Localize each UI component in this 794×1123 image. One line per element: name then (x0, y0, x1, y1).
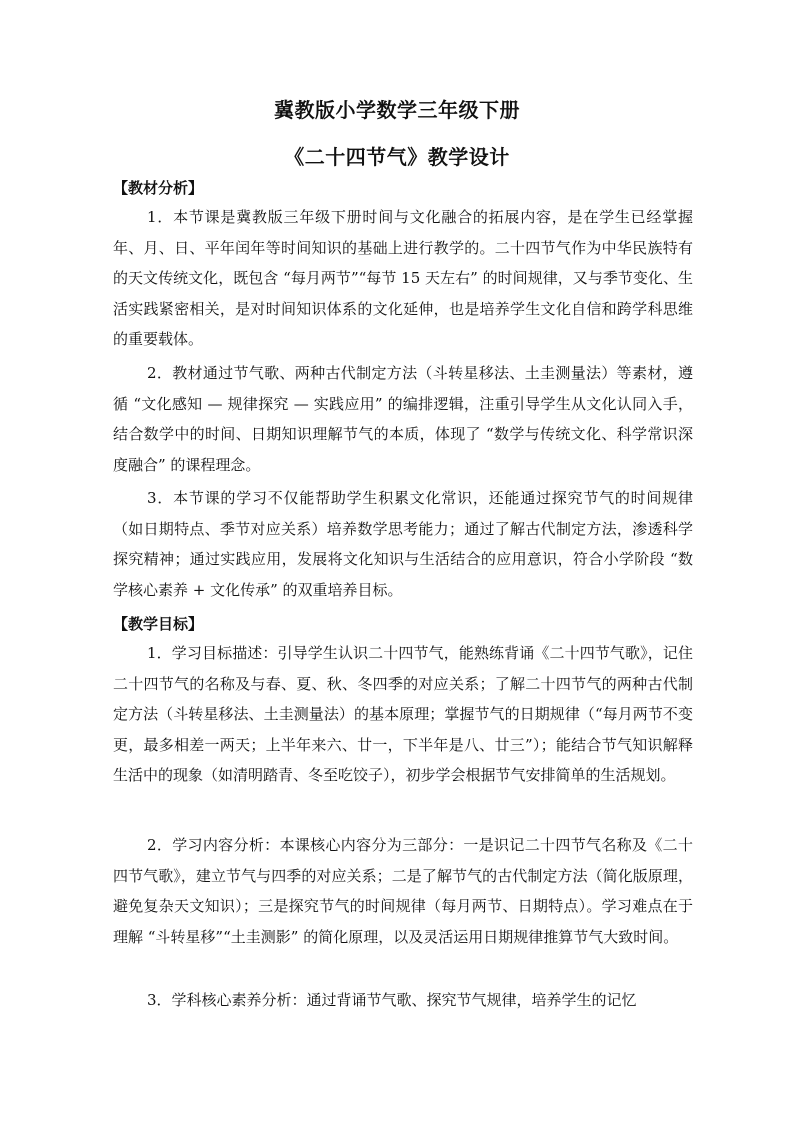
paragraph: 2．学习内容分析：本课核心内容分为三部分：一是识记二十四节气名称及《二十四节气歌》，建立节气与四季的对应关系；二是了解节气的古代制定方法（简化版原理，避免复杂天文知识）；三是探究节气的时间规律（每月两节、日期特点）。学习难点在于理解 “斗转星移”“土圭测影” 的简化原理，以及灵活运用日期规律推算节气大致时间。 (113, 836, 693, 946)
paragraph: 3．本节课的学习不仅能帮助学生积累文化常识，还能通过探究节气的时间规律（如日期特点、季节对应关系）培养数学思考能力；通过了解古代制定方法，渗透科学探究精神；通过实践应用，发展将文化知识与生活结合的应用意识，符合小学阶段 “数学核心素养 + 文化传承” 的双重培养目标。 (113, 489, 693, 599)
section-heading-teaching-goals: 【教学目标】 (113, 615, 204, 633)
paragraph: 1．本节课是冀教版三年级下册时间与文化融合的拓展内容，是在学生已经掌握年、月、日、平年闰年等时间知识的基础上进行教学的。二十四节气作为中华民族特有的天文传统文化，既包含 “每月两节”“每节 15 天左右” 的时间规律，又与季节变化、生活实践紧密相关，是对时间知识体系的文化延伸，也是培养学生文化自信和跨学科思维的重要载体。 (113, 208, 693, 348)
section-heading-textbook-analysis: 【教材分析】 (113, 179, 204, 197)
paragraph: 1．学习目标描述：引导学生认识二十四节气，能熟练背诵《二十四节气歌》，记住二十四节气的名称及与春、夏、秋、冬四季的对应关系；了解二十四节气的两种古代制定方法（斗转星移法、土圭测量法）的基本原理；掌握节气的日期规律（“每月两节不变更，最多相差一两天；上半年来六、廿一，下半年是八、廿三”）；能结合节气知识解释生活中的现象（如清明踏青、冬至吃饺子），初步学会根据节气安排简单的生活规划。 (113, 644, 693, 784)
paragraph: 3．学科核心素养分析：通过背诵节气歌、探究节气规律，培养学生的记忆 (147, 991, 637, 1009)
document-title: 冀教版小学数学三年级下册 (274, 98, 520, 122)
document-subtitle: 《二十四节气》教学设计 (284, 145, 510, 169)
paragraph: 2．教材通过节气歌、两种古代制定方法（斗转星移法、土圭测量法）等素材，遵循 “文化感知 — 规律探究 — 实践应用” 的编排逻辑，注重引导学生从文化认同入手，结合数学中的时间、日期知识理解节气的本质，体现了 “数学与传统文化、科学常识深度融合” 的课程理念。 (113, 364, 693, 474)
